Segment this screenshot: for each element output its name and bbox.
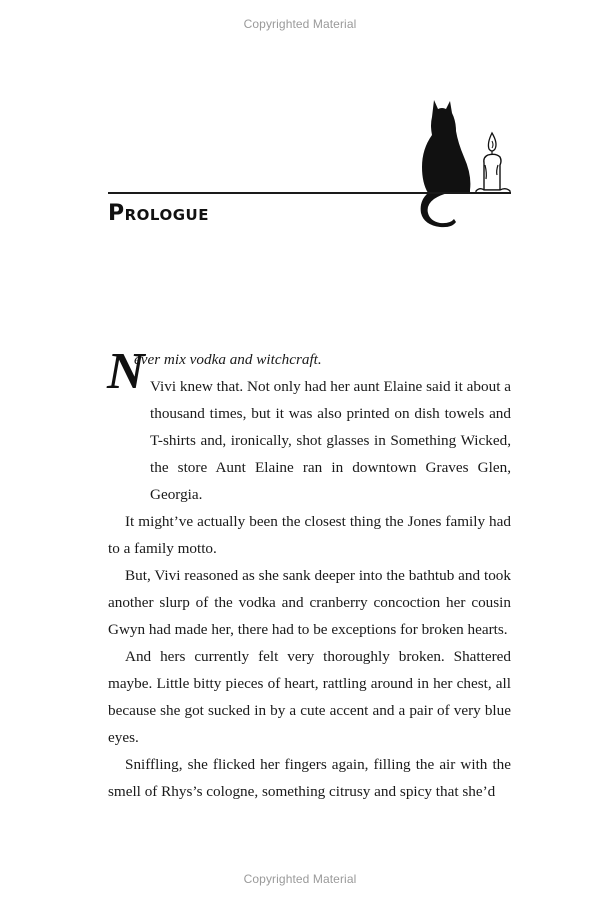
chapter-title: Prologue [108,201,209,226]
cat-and-candle-icon [412,95,517,230]
paragraph-5: Sniffling, she flicked her fingers again, filling the air with the smell of Rhys’s cologne, something citrusy and spicy that she’d [108,756,511,800]
paragraph-1: Vivi knew that. Not only had her aunt Elaine said it about a thousand times, but it was also printed on dish towels and T-shirts and, ironically, shot glasses in Something Wicked, the store Aunt Elaine ran in downtown Graves Glen, Georgia. [150,378,511,503]
paragraph-2: It might’ve actually been the closest thing the Jones family had to a family motto. [108,513,511,557]
copyright-watermark-bottom: Copyrighted Material [243,872,357,886]
opening-italic: ever mix vodka and witchcraft. [134,351,322,368]
copyright-watermark-top: Copyrighted Material [243,17,357,31]
body-text [107,343,511,805]
drop-cap: N [107,343,145,400]
paragraph-4: And hers currently felt very thoroughly broken. Shattered maybe. Little bitty pieces of heart, rattling around in her chest, all because she got sucked in by a cute accent and a pair of very blue eyes. [108,648,511,746]
opening-line [107,343,511,400]
paragraph-3: But, Vivi reasoned as she sank deeper into the bathtub and took another slurp of the vodka and cranberry concoction her cousin Gwyn had made her, there had to be exceptions for broken hearts. [108,567,511,638]
chapter-rule [108,192,511,194]
